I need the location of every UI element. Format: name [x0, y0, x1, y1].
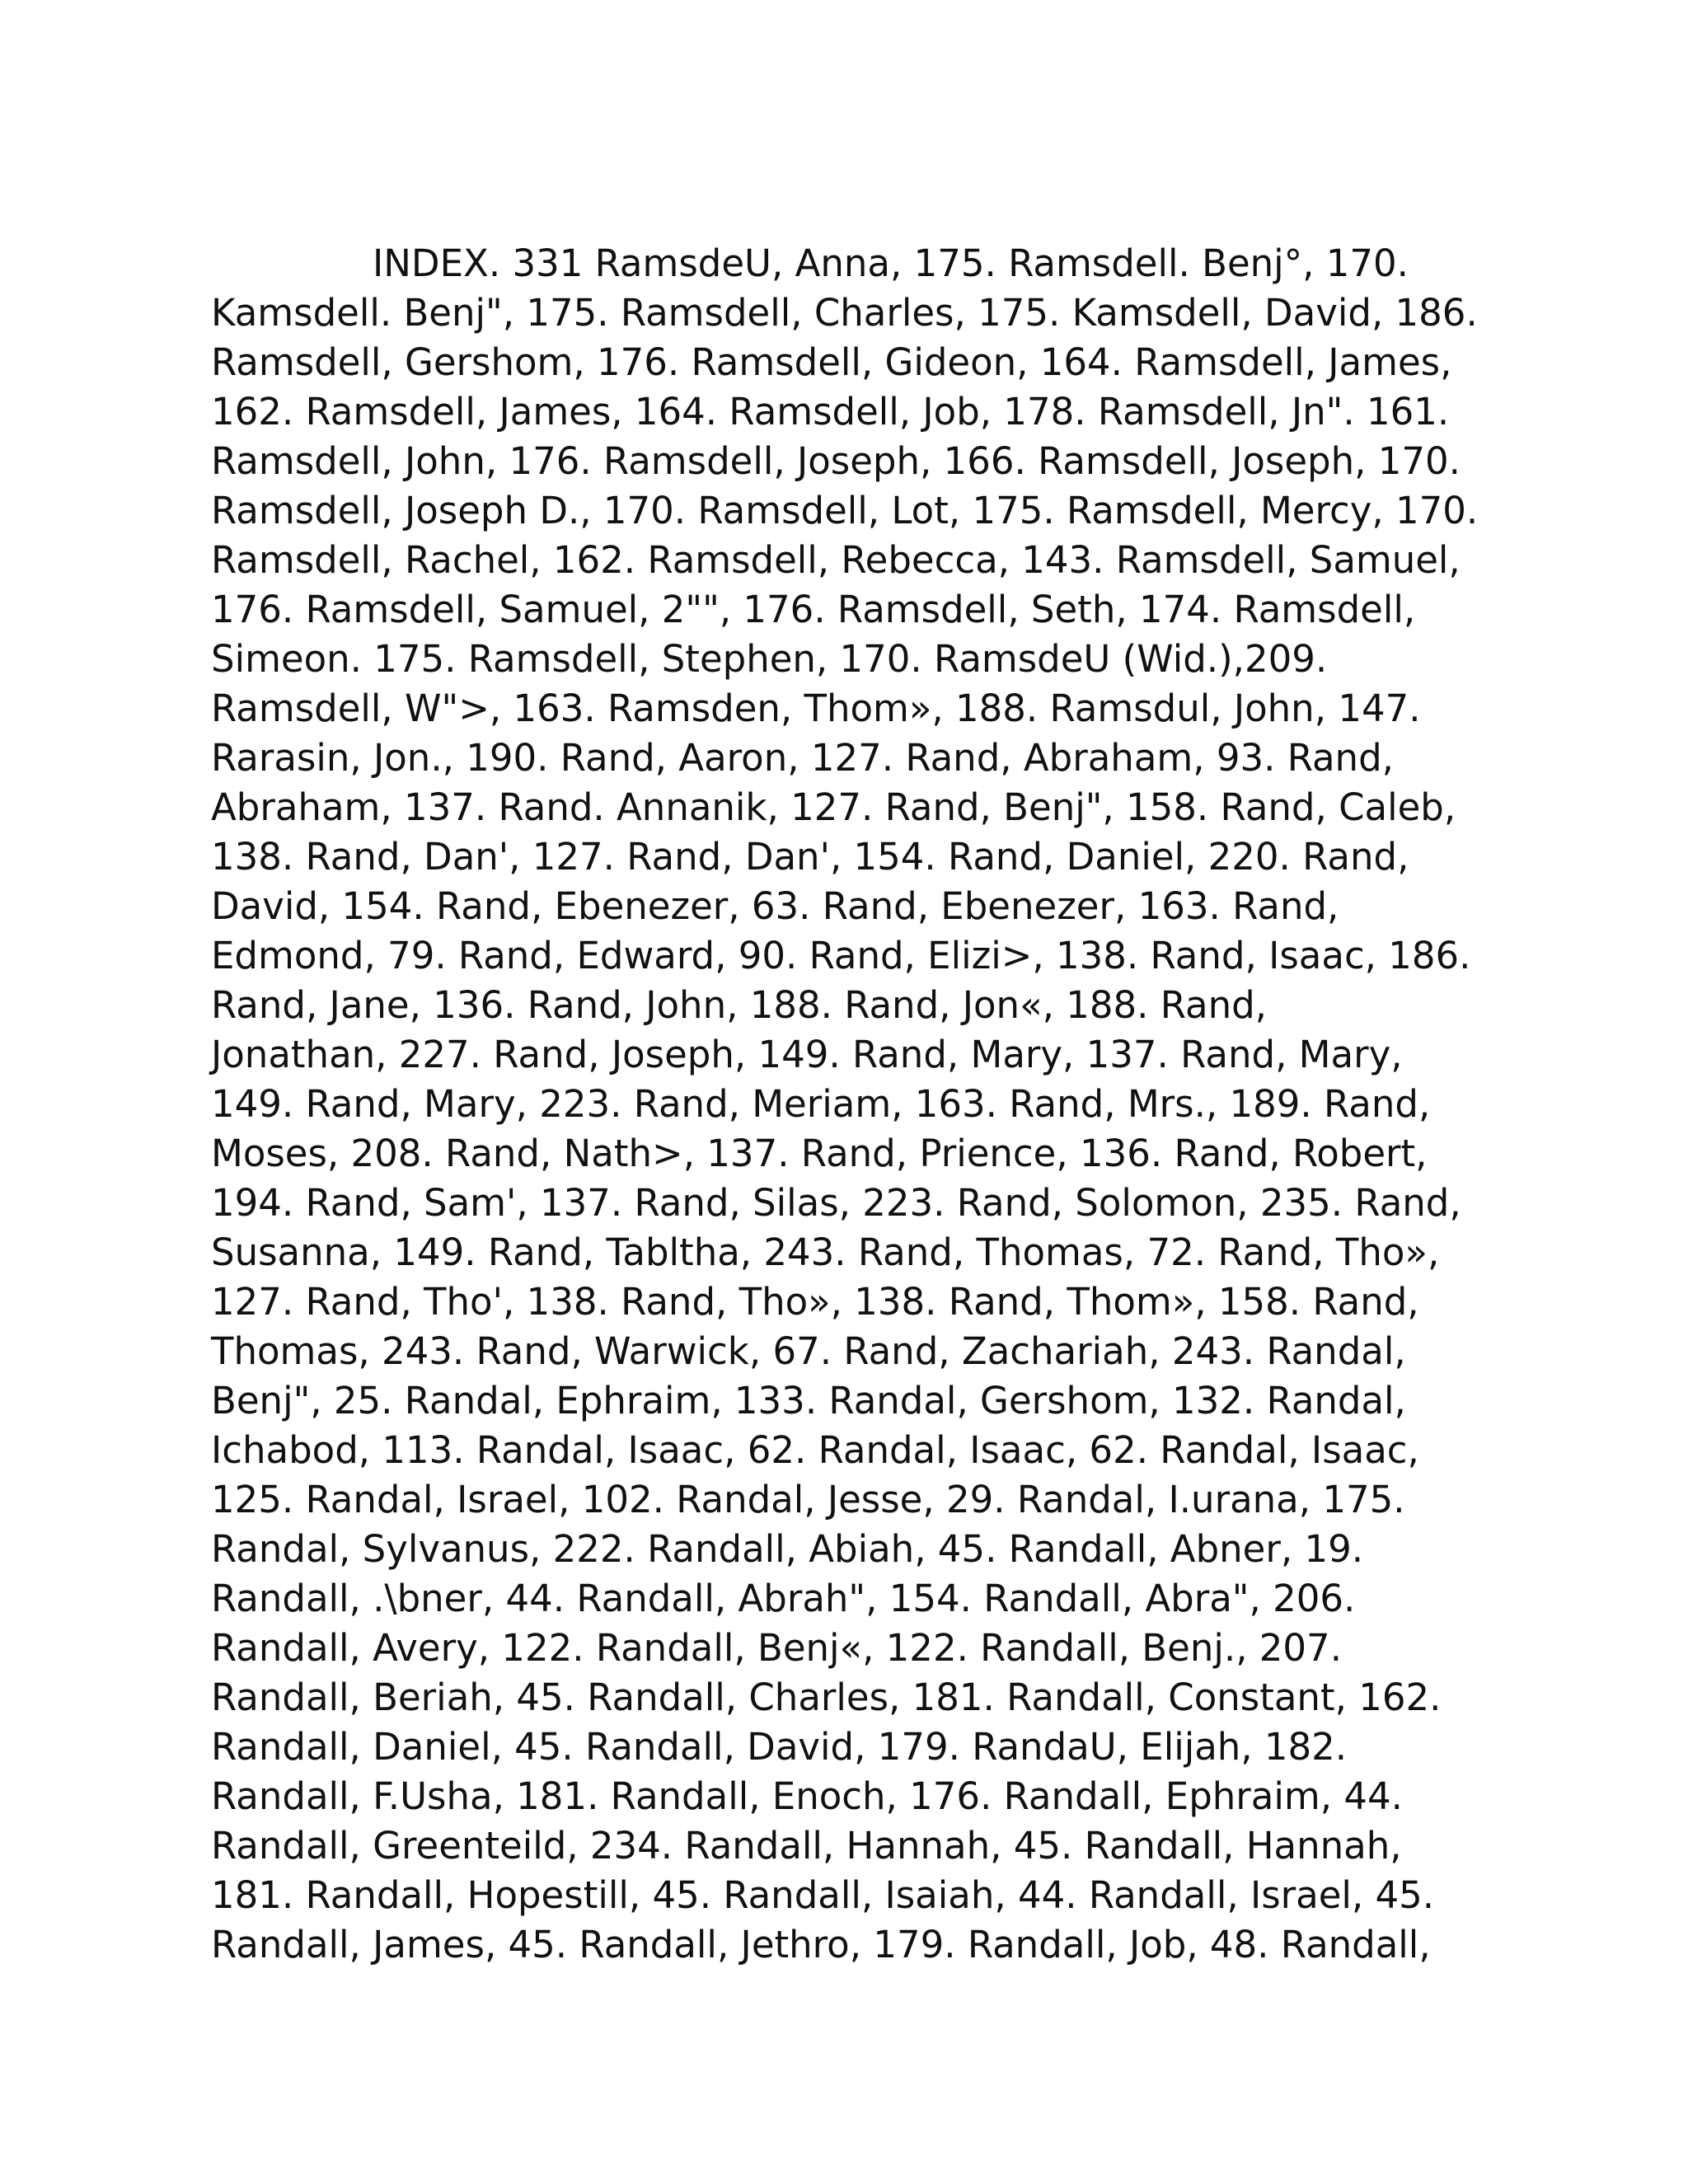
text-line: Randall, Avery, 122. Randall, Benj«, 122. Randall, Benj., 207.	[211, 1626, 1342, 1670]
text-line: Rarasin, Jon., 190. Rand, Aaron, 127. Rand, Abraham, 93. Rand,	[211, 736, 1394, 780]
text-line: Abraham, 137. Rand. Annanik, 127. Rand, Benj", 158. Rand, Caleb,	[211, 785, 1456, 829]
text-line: Kamsdell. Benj", 175. Ramsdell, Charles, 175. Kamsdell, David, 186.	[211, 291, 1478, 335]
text-line: Randall, Daniel, 45. Randall, David, 179. RandaU, Elijah, 182.	[211, 1725, 1348, 1769]
text-line: Thomas, 243. Rand, Warwick, 67. Rand, Zachariah, 243. Randal,	[211, 1329, 1406, 1373]
text-line: 127. Rand, Tho', 138. Rand, Tho», 138. Rand, Thom», 158. Rand,	[211, 1280, 1419, 1324]
text-line: Benj", 25. Randal, Ephraim, 133. Randal, Gershom, 132. Randal,	[211, 1379, 1406, 1422]
text-line: David, 154. Rand, Ebenezer, 63. Rand, Ebenezer, 163. Rand,	[211, 884, 1339, 928]
text-line: Jonathan, 227. Rand, Joseph, 149. Rand, Mary, 137. Rand, Mary,	[211, 1033, 1403, 1076]
text-line: 181. Randall, Hopestill, 45. Randall, Isaiah, 44. Randall, Israel, 45.	[211, 1873, 1435, 1917]
text-line: Susanna, 149. Rand, Tabltha, 243. Rand, Thomas, 72. Rand, Tho»,	[211, 1230, 1440, 1274]
text-line: 194. Rand, Sam', 137. Rand, Silas, 223. Rand, Solomon, 235. Rand,	[211, 1181, 1461, 1225]
text-line: Ramsdell, Joseph D., 170. Ramsdell, Lot, 175. Ramsdell, Mercy, 170.	[211, 489, 1479, 532]
index-text-block	[211, 239, 1480, 1970]
text-line: 138. Rand, Dan', 127. Rand, Dan', 154. Rand, Daniel, 220. Rand,	[211, 835, 1409, 879]
text-line: Ramsdell, John, 176. Ramsdell, Joseph, 166. Ramsdell, Joseph, 170.	[211, 439, 1461, 483]
text-line: Edmond, 79. Rand, Edward, 90. Rand, Elizi>, 138. Rand, Isaac, 186.	[211, 934, 1471, 977]
text-line: 176. Ramsdell, Samuel, 2"", 176. Ramsdell, Seth, 174. Ramsdell,	[211, 588, 1416, 631]
text-line: 125. Randal, Israel, 102. Randal, Jesse, 29. Randal, I.urana, 175.	[211, 1478, 1405, 1521]
text-line: Ichabod, 113. Randal, Isaac, 62. Randal, Isaac, 62. Randal, Isaac,	[211, 1428, 1419, 1472]
text-line: Randall, James, 45. Randall, Jethro, 179. Randall, Job, 48. Randall,	[211, 1923, 1431, 1966]
text-line: INDEX. 331 RamsdeU, Anna, 175. Ramsdell. Benj°, 170.	[373, 241, 1409, 285]
text-line: Rand, Jane, 136. Rand, John, 188. Rand, Jon«, 188. Rand,	[211, 983, 1267, 1027]
text-line: Randall, F.Usha, 181. Randall, Enoch, 176. Randall, Ephraim, 44.	[211, 1774, 1403, 1818]
text-line: 149. Rand, Mary, 223. Rand, Meriam, 163. Rand, Mrs., 189. Rand,	[211, 1082, 1431, 1126]
text-line: Ramsdell, W">, 163. Ramsden, Thom», 188. Ramsdul, John, 147.	[211, 687, 1421, 730]
text-line: Simeon. 175. Ramsdell, Stephen, 170. RamsdeU (Wid.),209.	[211, 637, 1328, 681]
text-line: Moses, 208. Rand, Nath>, 137. Rand, Prience, 136. Rand, Robert,	[211, 1132, 1428, 1175]
text-line: Randal, Sylvanus, 222. Randall, Abiah, 45. Randall, Abner, 19.	[211, 1527, 1364, 1571]
text-line: Ramsdell, Gershom, 176. Ramsdell, Gideon, 164. Ramsdell, James,	[211, 340, 1452, 384]
text-line: 162. Ramsdell, James, 164. Ramsdell, Job, 178. Ramsdell, Jn". 161.	[211, 390, 1450, 434]
text-line: Randall, Beriah, 45. Randall, Charles, 181. Randall, Constant, 162.	[211, 1675, 1442, 1719]
text-line: Randall, Greenteild, 234. Randall, Hannah, 45. Randall, Hannah,	[211, 1824, 1402, 1868]
text-line: Randall, .\bner, 44. Randall, Abrah", 154. Randall, Abra", 206.	[211, 1577, 1356, 1620]
text-line: Ramsdell, Rachel, 162. Ramsdell, Rebecca, 143. Ramsdell, Samuel,	[211, 538, 1461, 582]
